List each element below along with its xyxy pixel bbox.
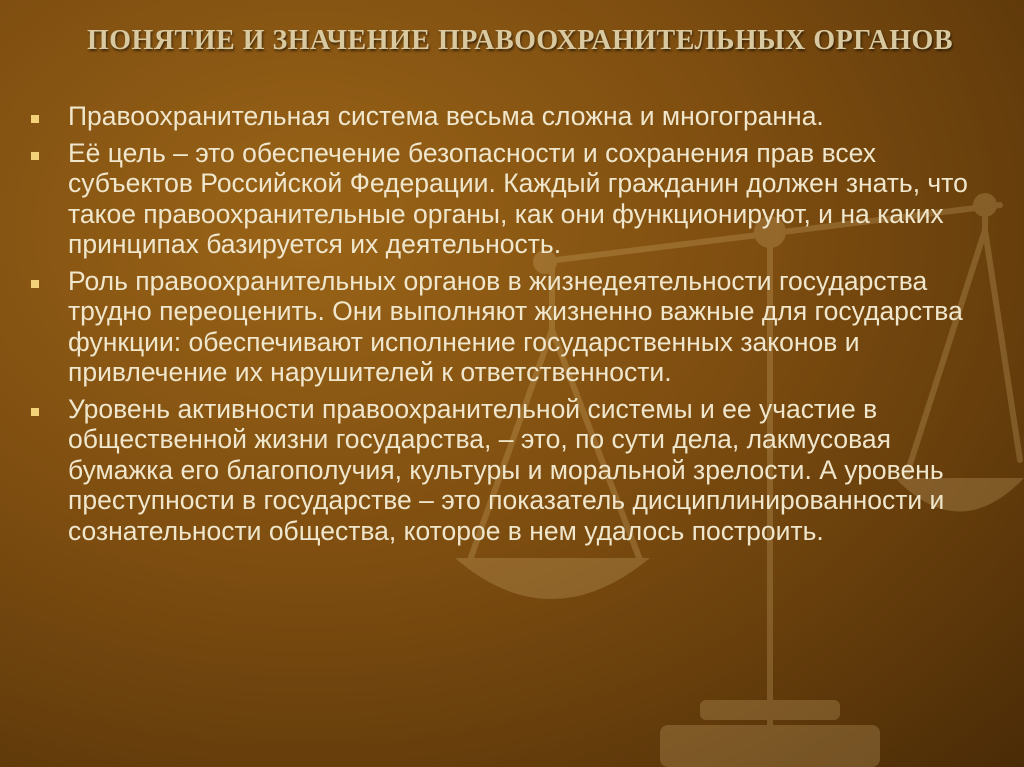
square-bullet-icon bbox=[31, 280, 39, 288]
list-item bbox=[28, 138, 1000, 260]
bullet-text: Правоохранительная система весьма сложна и многогранна. bbox=[68, 101, 824, 131]
bullet-text: Её цель – это обеспечение безопасности и сохранения прав всех субъектов Российской Федерации. Каждый гражданин должен знать, что такое правоохранительные органы, как они функционируют, и на каких принципах базируется их деятельность. bbox=[68, 137, 968, 259]
square-bullet-icon bbox=[31, 115, 39, 123]
list-item bbox=[28, 101, 1000, 132]
slide-title: ПОНЯТИЕ И ЗНАЧЕНИЕ ПРАВООХРАНИТЕЛЬНЫХ ОРГАНОВ bbox=[87, 25, 953, 56]
square-bullet-icon bbox=[31, 152, 39, 160]
bullet-text: Роль правоохранительных органов в жизнедеятельности государства трудно переоценить. Они выполняют жизненно важные для государства функции: обеспечивают исполнение государственных законов и привлечение их нарушителей к ответственности. bbox=[68, 265, 963, 387]
list-item bbox=[28, 266, 1000, 388]
bullet-list bbox=[28, 101, 1000, 552]
square-bullet-icon bbox=[31, 408, 39, 416]
list-item bbox=[28, 394, 1000, 547]
bullet-text: Уровень активности правоохранительной системы и ее участие в общественной жизни государства, – это, по сути дела, лакмусовая бумажка его благополучия, культуры и моральной зрелости. А уровень преступности в государстве – это показатель дисциплинированности и сознательности общества, которое в нем удалось построить. bbox=[68, 393, 945, 546]
